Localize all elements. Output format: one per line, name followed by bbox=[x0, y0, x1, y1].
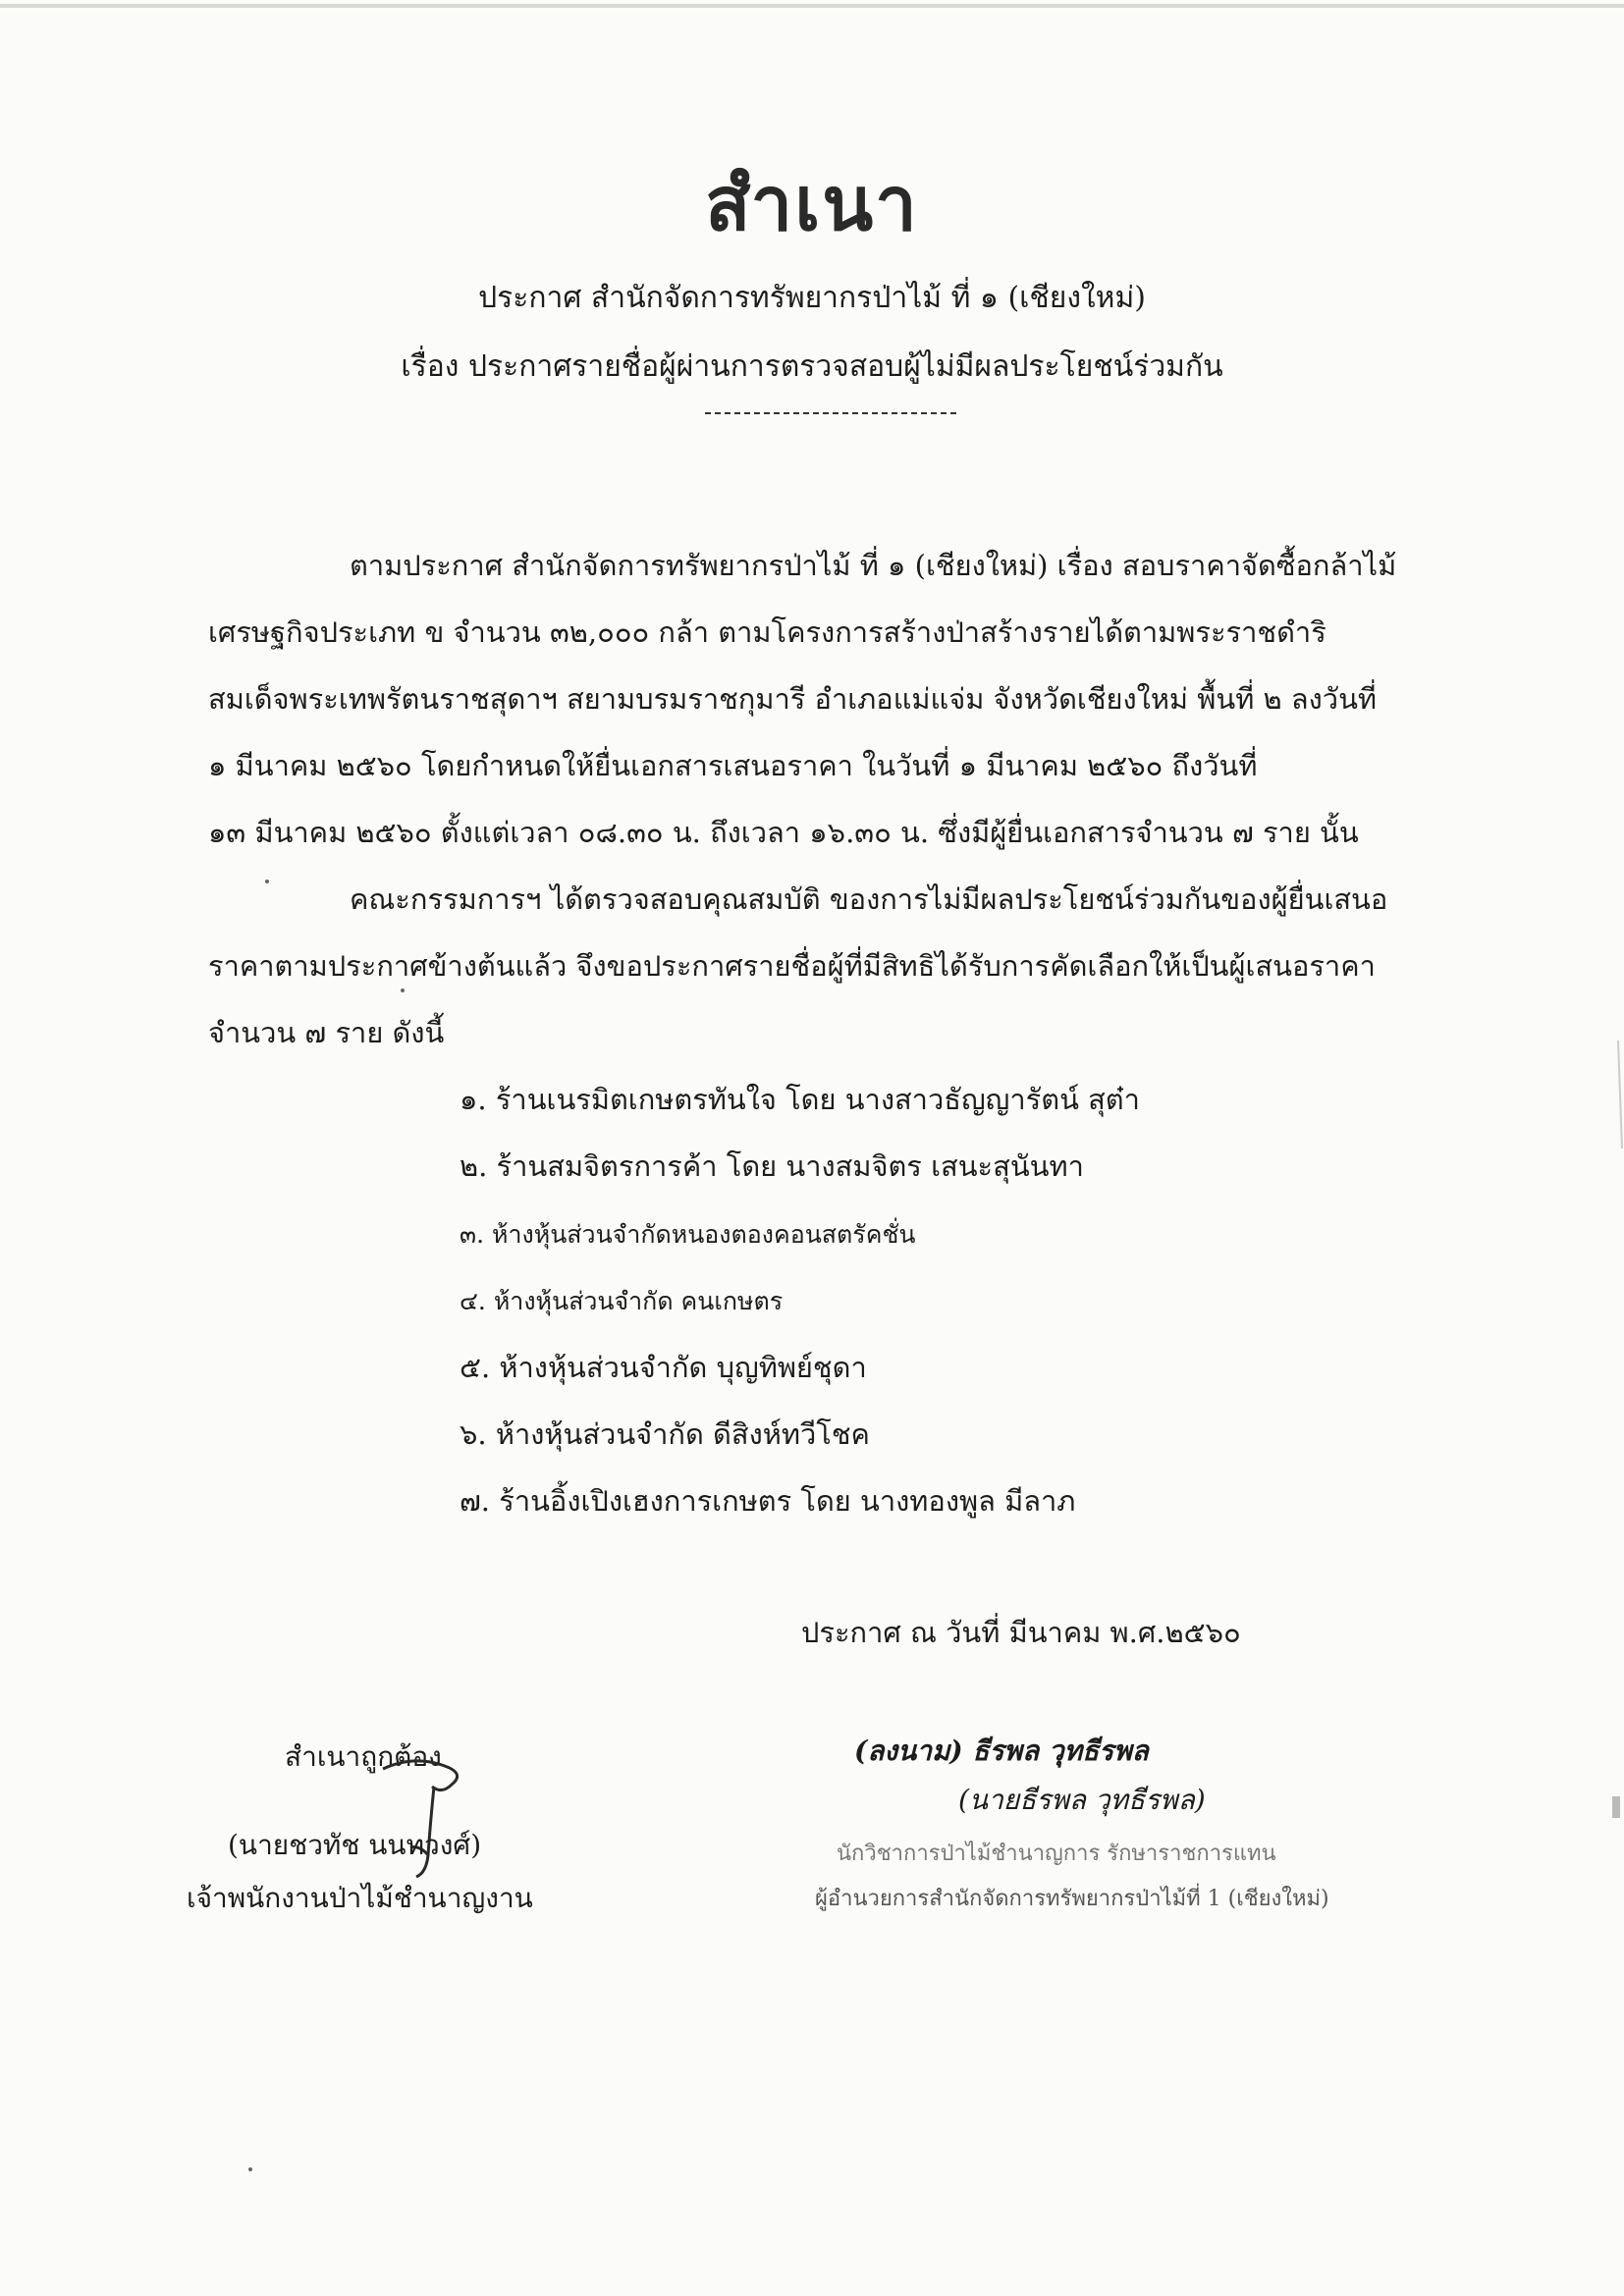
list-item: ๑. ร้านเนรมิตเกษตรทันใจ โดย นางสาวธัญญารัตน์ สุต๋า bbox=[460, 1083, 1140, 1116]
list-item: ๒. ร้านสมจิตรการค้า โดย นางสมจิตร เสนะสุนันทา bbox=[460, 1149, 1084, 1183]
copy-stamp: สำเนา bbox=[705, 160, 919, 247]
heading-line-1: ประกาศ สำนักจัดการทรัพยากรป่าไม้ ที่ ๑ (เชียงใหม่) bbox=[478, 281, 1146, 315]
left-signer-name: (นายชวทัช นนทวงศ์) bbox=[228, 1829, 482, 1861]
body-line-7: ราคาตามประกาศข้างต้นแล้ว จึงขอประกาศรายชื่อผู้ที่มีสิทธิได้รับการคัดเลือกให้เป็นผู้เสนอราคา bbox=[208, 949, 1376, 983]
announce-date: ประกาศ ณ วันที่ มีนาคม พ.ศ.๒๕๖๐ bbox=[801, 1616, 1241, 1649]
body-line-5: ๑๓ มีนาคม ๒๕๖๐ ตั้งแต่เวลา ๐๘.๓๐ น. ถึงเวลา ๑๖.๓๐ น. ซึ่งมีผู้ยื่นเอกสารจำนวน ๗ ราย นั้น bbox=[208, 816, 1359, 849]
body-line-8: จำนวน ๗ ราย ดังนี้ bbox=[208, 1016, 445, 1049]
right-signer-title-1: นักวิชาการป่าไม้ชำนาญการ รักษาราชการแทน bbox=[837, 1842, 1276, 1866]
left-signer-title: เจ้าพนักงานป่าไม้ชำนาญงาน bbox=[187, 1882, 533, 1914]
body-line-6: คณะกรรมการฯ ได้ตรวจสอบคุณสมบัติ ของการไม่มีผลประโยชน์ร่วมกันของผู้ยื่นเสนอ bbox=[350, 882, 1388, 916]
list-item: ๔. ห้างหุ้นส่วนจำกัด คนเกษตร bbox=[460, 1287, 784, 1315]
list-item: ๓. ห้างหุ้นส่วนจำกัดหนองตองคอนสตรัคชั่น bbox=[460, 1220, 916, 1249]
certified-true-copy: สำเนาถูกต้อง bbox=[285, 1740, 442, 1773]
body-line-2: เศรษฐกิจประเภท ข จำนวน ๓๒,๐๐๐ กล้า ตามโครงการสร้างป่าสร้างรายได้ตามพระราชดำริ bbox=[208, 615, 1326, 649]
right-signer-name: (นายธีรพล วุทธีรพล) bbox=[958, 1784, 1206, 1816]
heading-line-2: เรื่อง ประกาศรายชื่อผู้ผ่านการตรวจสอบผู้ไม่มีผลประโยชน์ร่วมกัน bbox=[401, 349, 1223, 384]
body-line-1: ตามประกาศ สำนักจัดการทรัพยากรป่าไม้ ที่ ๑ (เชียงใหม่) เรื่อง สอบราคาจัดซื้อกล้าไม้ bbox=[350, 549, 1397, 582]
body-line-3: สมเด็จพระเทพรัตนราชสุดาฯ สยามบรมราชกุมารี อำเภอแม่แจ่ม จังหวัดเชียงใหม่ พื้นที่ ๒ ลงวันที่ bbox=[208, 682, 1378, 716]
list-item: ๕. ห้างหุ้นส่วนจำกัด บุญทิพย์ชุดา bbox=[460, 1351, 867, 1384]
list-item: ๖. ห้างหุ้นส่วนจำกัด ดีสิงห์ทวีโชค bbox=[460, 1417, 870, 1451]
list-item: ๗. ร้านอิ้งเปิงเฮงการเกษตร โดย นางทองพูล มีลาภ bbox=[460, 1484, 1076, 1518]
right-signed: (ลงนาม) ธีรพล วุทธีรพล bbox=[854, 1735, 1149, 1767]
body-line-4: ๑ มีนาคม ๒๕๖๐ โดยกำหนดให้ยื่นเอกสารเสนอราคา ในวันที่ ๑ มีนาคม ๒๕๖๐ ถึงวันที่ bbox=[208, 749, 1258, 782]
right-signer-title-2: ผู้อำนวยการสำนักจัดการทรัพยากรป่าไม้ที่ 1 (เชียงใหม่) bbox=[815, 1887, 1329, 1911]
heading-divider bbox=[705, 412, 956, 416]
